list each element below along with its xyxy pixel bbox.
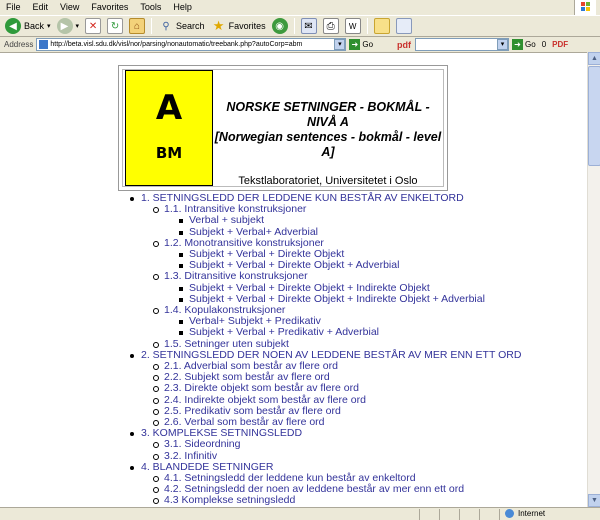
security-zone: Internet — [505, 509, 545, 518]
tree-link[interactable]: 2.1. Adverbial som består av flere ord — [164, 360, 338, 373]
tree-link[interactable]: 2.3. Direkte objekt som består av flere ord — [164, 382, 359, 395]
tree-link[interactable]: 2.4. Indirekte objekt som består av flere ord — [164, 393, 366, 406]
search-button[interactable]: ⚲ Search — [155, 16, 208, 36]
menu-help[interactable]: Help — [173, 2, 192, 12]
status-text — [0, 509, 420, 520]
tree-link[interactable]: Subjekt + Verbal+ Adverbial — [189, 225, 319, 238]
menu-file[interactable]: File — [6, 2, 21, 12]
tree-link[interactable]: 1.3. Ditransitive konstruksjoner — [164, 270, 308, 283]
star-icon: ★ — [212, 18, 225, 33]
logo-letter: A — [155, 88, 183, 128]
address-label: Address — [4, 40, 34, 49]
forward-arrow-icon: ▶ — [57, 18, 73, 34]
tree-link[interactable]: Verbal+ Subjekt + Predikativ — [189, 315, 321, 328]
globe-icon — [505, 509, 514, 518]
status-cell — [460, 509, 480, 520]
go-button-2[interactable]: ➜ Go — [512, 39, 536, 50]
media-icon[interactable]: ◉ — [272, 18, 288, 34]
counter-label: 0 — [541, 40, 547, 49]
status-cell — [420, 509, 440, 520]
title-area — [213, 70, 443, 186]
level-logo — [125, 70, 213, 186]
back-arrow-icon: ◀ — [5, 18, 21, 34]
toolbar-separator — [294, 18, 295, 34]
messenger-icon[interactable] — [396, 18, 412, 34]
stop-icon[interactable]: ✕ — [85, 18, 101, 34]
tree-item-level-3 — [128, 215, 521, 226]
page-content — [0, 52, 587, 507]
search-icon: ⚲ — [162, 20, 170, 32]
status-bar — [0, 507, 600, 520]
pdf-button[interactable]: PDF — [552, 40, 569, 49]
tree-item-level-2 — [128, 495, 521, 506]
tree-link[interactable]: Subjekt + Verbal + Direkte Objekt + Indirekte Objekt — [189, 281, 430, 294]
scroll-down-button[interactable]: ▼ — [588, 494, 600, 507]
menu-edit[interactable]: Edit — [32, 2, 49, 12]
menu-favorites[interactable]: Favorites — [91, 2, 129, 12]
print-icon[interactable]: ⎙ — [323, 18, 339, 34]
tree-link[interactable]: 3.1. Sideordning — [164, 438, 241, 451]
tree-link[interactable]: 4.2. Setningsledd der noen av leddene består av mer enn ett ord — [164, 483, 465, 496]
pdf-toolbar-logo: pdf — [397, 39, 412, 50]
windows-logo-icon — [574, 0, 596, 15]
vertical-scrollbar[interactable] — [587, 52, 600, 507]
edit-icon[interactable]: W — [345, 18, 361, 34]
tree-link[interactable]: 1. SETNINGSLEDD DER LEDDENE KUN BESTÅR AV ENKELTORD — [141, 192, 464, 204]
tree-link[interactable]: 1.2. Monotransitive konstruksjoner — [164, 236, 324, 249]
tree-link[interactable]: 1.5. Setninger uten subjekt — [164, 337, 289, 350]
tree-link[interactable]: Subjekt + Verbal + Direkte Objekt + Indirekte Objekt + Adverbial — [189, 292, 485, 305]
mail-icon[interactable]: ✉ — [301, 18, 317, 34]
address-url: http://beta.visl.sdu.dk/visl/nor/parsing/nonautomatic/treebank.php?autoCorp=abm — [50, 41, 303, 48]
tree-link[interactable]: 3.2. Infinitiv — [164, 449, 218, 462]
menu-tools[interactable]: Tools — [140, 2, 162, 12]
scroll-up-button[interactable]: ▲ — [588, 52, 600, 65]
tree-link[interactable]: Subjekt + Verbal + Direkte Objekt — [189, 248, 345, 261]
institution-name: Tekstlaboratoriet, Universitetet i Oslo — [238, 175, 418, 187]
refresh-icon[interactable]: ↻ — [107, 18, 123, 34]
pdf-search-input[interactable] — [415, 38, 509, 51]
favorites-button[interactable]: ★ Favorites — [208, 16, 269, 36]
chevron-down-icon: ▾ — [75, 23, 80, 30]
tree-link[interactable]: 2.6. Verbal som består av flere ord — [164, 416, 325, 429]
page-icon — [39, 40, 48, 49]
tree-link[interactable]: 2. SETNINGSLEDD DER NOEN AV LEDDENE BESTÅR AV MER ENN ETT ORD — [141, 348, 522, 361]
tree-link[interactable]: 4. BLANDEDE SETNINGER — [141, 460, 274, 473]
pdf-search-dropdown[interactable]: ▾ — [497, 39, 508, 50]
header-table — [118, 65, 448, 191]
tree-link[interactable]: 4.1. Setningsledd der leddene kun består av enkeltord — [164, 472, 416, 485]
tree-link[interactable]: 2.5. Predikativ som består av flere ord — [164, 404, 341, 417]
folder-icon[interactable] — [374, 18, 390, 34]
tree-link[interactable]: 3. KOMPLEKSE SETNINGSLEDD — [141, 427, 303, 440]
tree-link[interactable]: 1.4. Kopulakonstruksjoner — [164, 304, 286, 317]
address-input[interactable] — [36, 38, 346, 51]
scroll-thumb[interactable] — [588, 66, 600, 166]
tree-item-level-2 — [128, 305, 521, 316]
tree-link[interactable]: Verbal + subjekt — [189, 214, 265, 227]
menu-view[interactable]: View — [60, 2, 80, 12]
go-arrow-icon: ➜ — [512, 39, 523, 50]
forward-button[interactable] — [54, 16, 83, 36]
header-inner — [122, 69, 444, 187]
toolbar-separator — [151, 18, 152, 34]
home-icon[interactable]: ⌂ — [129, 18, 145, 34]
go-arrow-icon: ➜ — [349, 39, 360, 50]
toolbar-separator — [367, 18, 368, 34]
toolbar — [0, 15, 600, 37]
tree-item-level-2 — [128, 204, 521, 215]
status-cell — [440, 509, 460, 520]
tree-link[interactable]: 2.2. Subjekt som består av flere ord — [164, 371, 330, 384]
status-cell — [480, 509, 500, 520]
address-dropdown[interactable]: ▾ — [334, 39, 345, 50]
tree-link[interactable]: Subjekt + Verbal + Predikativ + Adverbial — [189, 326, 379, 339]
go-button[interactable]: ➜ Go — [349, 39, 373, 50]
tree-link[interactable]: 4.3 Komplekse setningsledd — [164, 494, 296, 507]
category-tree — [128, 193, 521, 507]
back-button[interactable]: ◀ Back ▾ — [2, 16, 54, 36]
tree-link[interactable]: 1.1. Intransitive konstruksjoner — [164, 203, 307, 216]
tree-link[interactable]: Subjekt + Verbal + Direkte Objekt + Adverbial — [189, 259, 400, 272]
address-bar — [0, 37, 600, 52]
page-subtitle: [Norwegian sentences - bokmål - level A] — [214, 130, 442, 159]
page-title: NORSKE SETNINGER - BOKMÅL - NIVÅ A — [226, 100, 430, 129]
logo-sub: BM — [155, 144, 183, 162]
chevron-down-icon: ▾ — [47, 23, 51, 30]
menu-bar — [0, 0, 600, 15]
